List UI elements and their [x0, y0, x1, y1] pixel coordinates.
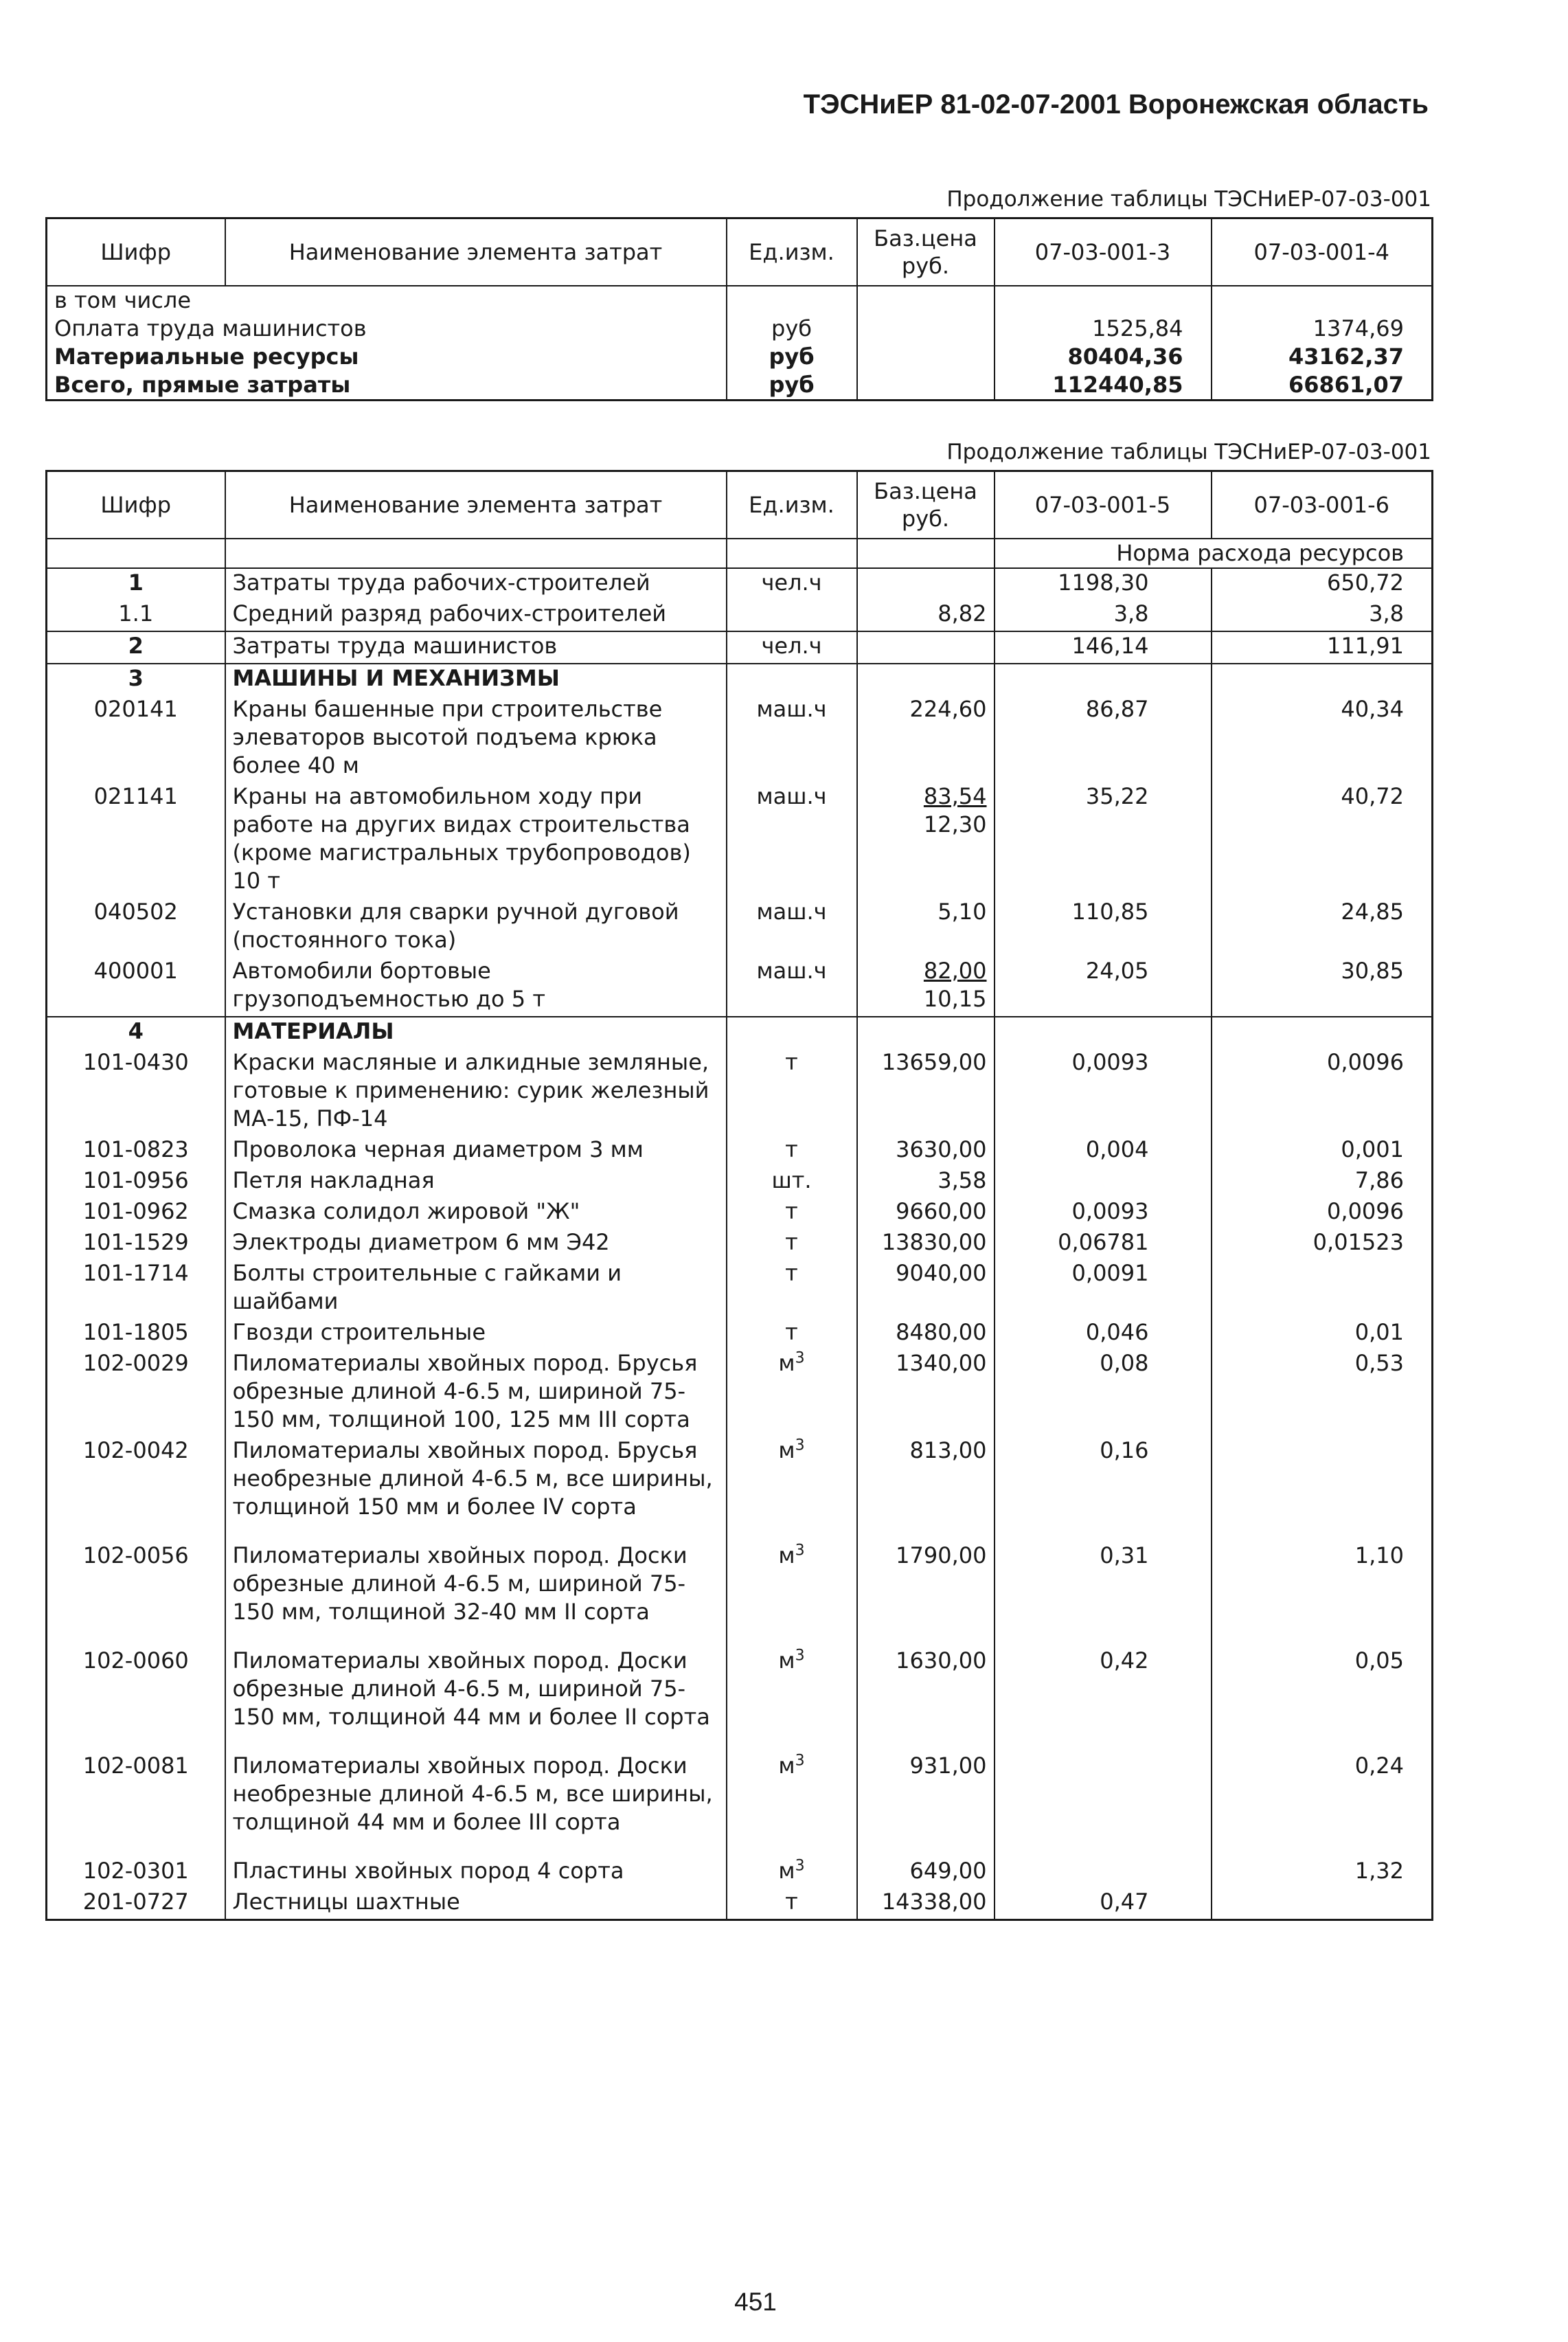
row-price-main: 8480,00: [896, 1319, 987, 1345]
row-price-main: 3,58: [938, 1167, 987, 1193]
row-price: [857, 957, 995, 1017]
row-price: [857, 695, 995, 782]
row-unit-sup: 3: [795, 1647, 805, 1665]
row-code: 1: [47, 568, 225, 600]
table-row: [47, 1048, 1433, 1136]
table-row: [47, 1136, 1433, 1167]
row-value-b: [1212, 664, 1433, 695]
row-value-a: 146,14: [995, 631, 1212, 664]
row-price-main: 8,82: [938, 600, 987, 627]
row-price-main: 931,00: [909, 1753, 987, 1779]
table-row: [47, 600, 1433, 631]
row-value-a: 0,004: [995, 1136, 1212, 1167]
row-price-main: 83,54: [923, 783, 987, 809]
table2-header-row: [47, 471, 1433, 539]
table-row: [47, 315, 1433, 343]
row-code: 101-0430: [47, 1048, 225, 1136]
table-row: [47, 1017, 1433, 1048]
row-price-main: 1340,00: [896, 1350, 987, 1376]
table1-body: [47, 286, 1433, 401]
row-value-a: 0,31: [995, 1542, 1212, 1647]
row-price-second: 12,30: [923, 811, 987, 837]
row-unit-text: м: [778, 1647, 795, 1674]
row-value-b: 0,0096: [1212, 1048, 1433, 1136]
row-price: [857, 1136, 995, 1167]
row-unit: [727, 664, 857, 695]
row-unit: [727, 1542, 857, 1647]
table-row: [47, 898, 1433, 957]
row-value-a: 0,42: [995, 1647, 1212, 1752]
row-value-b: 30,85: [1212, 957, 1433, 1017]
row-price: [857, 1857, 995, 1888]
row-value-a: 1525,84: [995, 315, 1212, 343]
row-unit-text: т: [785, 1229, 798, 1255]
row-price: [857, 1752, 995, 1857]
row-value-a: 0,0091: [995, 1259, 1212, 1318]
table-row: [47, 286, 1433, 315]
row-price-main: 1790,00: [896, 1542, 987, 1568]
row-value-a: 0,0093: [995, 1048, 1212, 1136]
table-row: [47, 1888, 1433, 1920]
row-price-main: 14338,00: [881, 1889, 987, 1915]
row-value-b: [1212, 1888, 1433, 1920]
col-b-header: 07-03-001-6: [1212, 471, 1433, 539]
row-price-main: 13659,00: [881, 1049, 987, 1075]
col-unit-header: Ед.изм.: [727, 218, 857, 286]
row-value-a: [995, 1017, 1212, 1048]
row-name: Всего, прямые затраты: [47, 371, 727, 401]
row-unit: [727, 1017, 857, 1048]
row-value-b: 0,001: [1212, 1136, 1433, 1167]
row-name: Автомобили бортовые грузоподъемностью до 5 т: [225, 957, 727, 1017]
row-unit: [727, 695, 857, 782]
row-value-a: 0,046: [995, 1318, 1212, 1349]
row-unit-text: т: [785, 1049, 798, 1075]
table1: [45, 217, 1433, 401]
col-price-header: [857, 218, 995, 286]
row-unit: [727, 1197, 857, 1228]
row-value-a: 0,16: [995, 1437, 1212, 1542]
table-row: [47, 1259, 1433, 1318]
table1-caption: Продолжение таблицы ТЭСНиЕР-07-03-001: [946, 187, 1431, 212]
row-code: 101-0823: [47, 1136, 225, 1167]
table-row: [47, 1349, 1433, 1437]
row-value-b: 7,86: [1212, 1167, 1433, 1197]
row-price: [857, 1647, 995, 1752]
row-name: в том числе: [47, 286, 727, 315]
row-name: Материальные ресурсы: [47, 343, 727, 371]
row-name: Болты строительные с гайками и шайбами: [225, 1259, 727, 1318]
row-value-a: 86,87: [995, 695, 1212, 782]
row-code: 101-1529: [47, 1228, 225, 1259]
row-unit: [727, 600, 857, 631]
row-name: Пиломатериалы хвойных пород. Брусья обрезные длиной 4-6.5 м, шириной 75-150 мм, толщиной 100, 125 мм III сорта: [225, 1349, 727, 1437]
row-name: МАТЕРИАЛЫ: [225, 1017, 727, 1048]
row-unit-sup: 3: [795, 1752, 805, 1770]
row-value-b: 66861,07: [1212, 371, 1433, 401]
row-price-second: 10,15: [923, 986, 987, 1012]
row-value-a: 35,22: [995, 782, 1212, 898]
row-price: [857, 1318, 995, 1349]
row-value-b: [1212, 1017, 1433, 1048]
row-price-main: 82,00: [923, 958, 987, 984]
row-name: Проволока черная диаметром 3 мм: [225, 1136, 727, 1167]
row-value-a: [995, 664, 1212, 695]
row-unit: [727, 1647, 857, 1752]
row-code: 4: [47, 1017, 225, 1048]
row-price: [857, 1167, 995, 1197]
row-value-b: 43162,37: [1212, 343, 1433, 371]
row-name: Оплата труда машинистов: [47, 315, 727, 343]
norm-row: [47, 539, 1433, 568]
row-value-b: 1,10: [1212, 1542, 1433, 1647]
row-price-main: 813,00: [909, 1437, 987, 1463]
row-value-b: [1212, 1259, 1433, 1318]
row-code: 040502: [47, 898, 225, 957]
row-unit-text: м: [778, 1350, 795, 1376]
row-unit-text: м: [778, 1437, 795, 1463]
row-name: Смазка солидол жировой "Ж": [225, 1197, 727, 1228]
row-price: [857, 1542, 995, 1647]
row-name: Пиломатериалы хвойных пород. Доски обрезные длиной 4-6.5 м, шириной 75-150 мм, толщиной 44 мм и более II сорта: [225, 1647, 727, 1752]
row-value-b: 650,72: [1212, 568, 1433, 600]
row-unit: [727, 782, 857, 898]
table-row: [47, 371, 1433, 401]
row-value-b: 1374,69: [1212, 315, 1433, 343]
row-price-main: 1630,00: [896, 1647, 987, 1674]
row-price: [857, 371, 995, 401]
row-unit-text: шт.: [771, 1167, 812, 1193]
row-name: Средний разряд рабочих-строителей: [225, 600, 727, 631]
row-name: Затраты труда рабочих-строителей: [225, 568, 727, 600]
norm-spacer: [47, 539, 225, 568]
row-unit-sup: 3: [795, 1542, 805, 1560]
col-code-header: Шифр: [47, 218, 225, 286]
row-value-b: 0,53: [1212, 1349, 1433, 1437]
row-name: Петля накладная: [225, 1167, 727, 1197]
row-code: 400001: [47, 957, 225, 1017]
row-value-a: [995, 286, 1212, 315]
row-price: [857, 568, 995, 600]
row-value-a: 0,47: [995, 1888, 1212, 1920]
table-row: [47, 782, 1433, 898]
row-code: 102-0056: [47, 1542, 225, 1647]
col-price-line2: руб.: [901, 253, 950, 279]
row-unit: [727, 898, 857, 957]
table-row: [47, 1228, 1433, 1259]
row-code: 102-0060: [47, 1647, 225, 1752]
row-value-b: 3,8: [1212, 600, 1433, 631]
row-value-b: [1212, 286, 1433, 315]
table-row: [47, 1647, 1433, 1752]
row-value-b: 0,24: [1212, 1752, 1433, 1857]
row-value-b: 40,34: [1212, 695, 1433, 782]
row-value-b: 0,01: [1212, 1318, 1433, 1349]
row-value-a: [995, 1752, 1212, 1857]
row-value-b: 111,91: [1212, 631, 1433, 664]
row-unit-text: т: [785, 1319, 798, 1345]
table-row: [47, 1318, 1433, 1349]
row-code: 1.1: [47, 600, 225, 631]
table-row: [47, 1542, 1433, 1647]
row-value-a: 110,85: [995, 898, 1212, 957]
row-name: Пиломатериалы хвойных пород. Брусья необрезные длиной 4-6.5 м, все ширины, толщиной 150 мм и более IV сорта: [225, 1437, 727, 1542]
row-price: [857, 898, 995, 957]
row-price: [857, 1017, 995, 1048]
row-price: [857, 1888, 995, 1920]
row-unit: [727, 1857, 857, 1888]
row-code: 102-0301: [47, 1857, 225, 1888]
page-number: 451: [734, 2288, 777, 2316]
col-name-header: Наименование элемента затрат: [225, 471, 727, 539]
table-row: [47, 1437, 1433, 1542]
row-name: Затраты труда машинистов: [225, 631, 727, 664]
row-unit-sup: 3: [795, 1349, 805, 1367]
row-name: Пиломатериалы хвойных пород. Доски необрезные длиной 4-6.5 м, все ширины, толщиной 44 мм и более III сорта: [225, 1752, 727, 1857]
row-price: [857, 664, 995, 695]
row-code: 101-1805: [47, 1318, 225, 1349]
col-unit-header: Ед.изм.: [727, 471, 857, 539]
row-unit: руб: [727, 315, 857, 343]
row-price: [857, 782, 995, 898]
row-price-main: 5,10: [938, 899, 987, 925]
row-unit: [727, 1048, 857, 1136]
row-unit-text: маш.ч: [756, 958, 827, 984]
row-unit: руб: [727, 371, 857, 401]
row-price: [857, 1349, 995, 1437]
row-value-b: 0,05: [1212, 1647, 1433, 1752]
col-name-header: Наименование элемента затрат: [225, 218, 727, 286]
row-name: Краны на автомобильном ходу при работе на других видах строительства (кроме магистральных трубопроводов) 10 т: [225, 782, 727, 898]
row-code: 021141: [47, 782, 225, 898]
table-row: [47, 1167, 1433, 1197]
row-price-main: 224,60: [909, 696, 987, 722]
table-row: [47, 957, 1433, 1017]
row-value-b: 40,72: [1212, 782, 1433, 898]
row-name: Лестницы шахтные: [225, 1888, 727, 1920]
row-unit-text: маш.ч: [756, 696, 827, 722]
row-unit-text: м: [778, 1858, 795, 1884]
col-code-header: Шифр: [47, 471, 225, 539]
row-value-a: [995, 1167, 1212, 1197]
row-value-b: 0,01523: [1212, 1228, 1433, 1259]
row-unit: [727, 1167, 857, 1197]
col-price-line1: Баз.цена: [874, 225, 977, 251]
row-name: Краны башенные при строительстве элеваторов высотой подъема крюка более 40 м: [225, 695, 727, 782]
row-unit-text: м: [778, 1753, 795, 1779]
row-unit: [727, 1136, 857, 1167]
row-code: 101-1714: [47, 1259, 225, 1318]
row-unit-text: маш.ч: [756, 783, 827, 809]
row-unit: [727, 1228, 857, 1259]
norm-spacer: [727, 539, 857, 568]
row-code: 020141: [47, 695, 225, 782]
row-name: Пластины хвойных пород 4 сорта: [225, 1857, 727, 1888]
row-price-main: 649,00: [909, 1858, 987, 1884]
row-value-a: 80404,36: [995, 343, 1212, 371]
norm-spacer: [225, 539, 727, 568]
row-name: Пиломатериалы хвойных пород. Доски обрезные длиной 4-6.5 м, шириной 75-150 мм, толщиной 32-40 мм II сорта: [225, 1542, 727, 1647]
row-value-b: 24,85: [1212, 898, 1433, 957]
row-price: [857, 343, 995, 371]
col-price-line1: Баз.цена: [874, 478, 977, 504]
row-price-main: 3630,00: [896, 1136, 987, 1162]
row-unit: [727, 1318, 857, 1349]
row-price: [857, 286, 995, 315]
row-code: 2: [47, 631, 225, 664]
row-price: [857, 600, 995, 631]
row-code: 3: [47, 664, 225, 695]
row-price: [857, 1437, 995, 1542]
document-header: ТЭСНиЕР 81-02-07-2001 Воронежская область: [803, 89, 1429, 120]
table2: [45, 470, 1433, 1921]
row-code: 102-0081: [47, 1752, 225, 1857]
row-unit-sup: 3: [795, 1437, 805, 1454]
col-a-header: 07-03-001-5: [995, 471, 1212, 539]
row-name: МАШИНЫ И МЕХАНИЗМЫ: [225, 664, 727, 695]
row-unit-text: т: [785, 1260, 798, 1286]
table1-header-row: [47, 218, 1433, 286]
row-value-a: 0,06781: [995, 1228, 1212, 1259]
table-row: [47, 631, 1433, 664]
table-row: [47, 1197, 1433, 1228]
row-unit: [727, 1888, 857, 1920]
row-unit-text: т: [785, 1889, 798, 1915]
row-unit: [727, 286, 857, 315]
row-value-a: 0,08: [995, 1349, 1212, 1437]
row-price: [857, 1228, 995, 1259]
row-value-a: 112440,85: [995, 371, 1212, 401]
row-code: 201-0727: [47, 1888, 225, 1920]
row-price: [857, 1259, 995, 1318]
row-unit: [727, 957, 857, 1017]
row-value-a: 1198,30: [995, 568, 1212, 600]
row-unit: [727, 568, 857, 600]
norm-label: Норма расхода ресурсов: [995, 539, 1433, 568]
row-name: Краски масляные и алкидные земляные, готовые к применению: сурик железный МА-15, ПФ-14: [225, 1048, 727, 1136]
row-price: [857, 1197, 995, 1228]
row-price: [857, 315, 995, 343]
col-price-line2: руб.: [901, 506, 950, 532]
row-unit-text: маш.ч: [756, 899, 827, 925]
row-code: 101-0956: [47, 1167, 225, 1197]
row-unit-text: м: [778, 1542, 795, 1568]
row-code: 101-0962: [47, 1197, 225, 1228]
table2-caption: Продолжение таблицы ТЭСНиЕР-07-03-001: [946, 440, 1431, 464]
row-value-a: [995, 1857, 1212, 1888]
table-row: [47, 343, 1433, 371]
row-code: 102-0029: [47, 1349, 225, 1437]
norm-spacer: [857, 539, 995, 568]
table-row: [47, 1857, 1433, 1888]
row-value-a: 24,05: [995, 957, 1212, 1017]
col-a-header: 07-03-001-3: [995, 218, 1212, 286]
row-unit-text: т: [785, 1136, 798, 1162]
row-name: Гвозди строительные: [225, 1318, 727, 1349]
row-unit: [727, 1349, 857, 1437]
row-value-a: 3,8: [995, 600, 1212, 631]
row-price-main: 9040,00: [896, 1260, 987, 1286]
table2-body: [47, 539, 1433, 1920]
row-value-b: 1,32: [1212, 1857, 1433, 1888]
row-unit: [727, 1752, 857, 1857]
row-unit-text: т: [785, 1198, 798, 1224]
table-row: [47, 664, 1433, 695]
table-row: [47, 1752, 1433, 1857]
row-unit: [727, 631, 857, 664]
table-row: [47, 695, 1433, 782]
row-code: 102-0042: [47, 1437, 225, 1542]
col-b-header: 07-03-001-4: [1212, 218, 1433, 286]
row-unit: руб: [727, 343, 857, 371]
row-value-b: [1212, 1437, 1433, 1542]
row-price: [857, 1048, 995, 1136]
row-unit: [727, 1437, 857, 1542]
row-price: [857, 631, 995, 664]
row-value-a: 0,0093: [995, 1197, 1212, 1228]
row-unit-text: чел.ч: [761, 633, 822, 659]
col-price-header: [857, 471, 995, 539]
row-value-b: 0,0096: [1212, 1197, 1433, 1228]
row-unit: [727, 1259, 857, 1318]
row-price-main: 9660,00: [896, 1198, 987, 1224]
row-name: Электроды диаметром 6 мм Э42: [225, 1228, 727, 1259]
row-price-main: 13830,00: [881, 1229, 987, 1255]
row-unit-sup: 3: [795, 1857, 805, 1875]
row-name: Установки для сварки ручной дуговой (постоянного тока): [225, 898, 727, 957]
row-unit-text: чел.ч: [761, 570, 822, 596]
table-row: [47, 568, 1433, 600]
